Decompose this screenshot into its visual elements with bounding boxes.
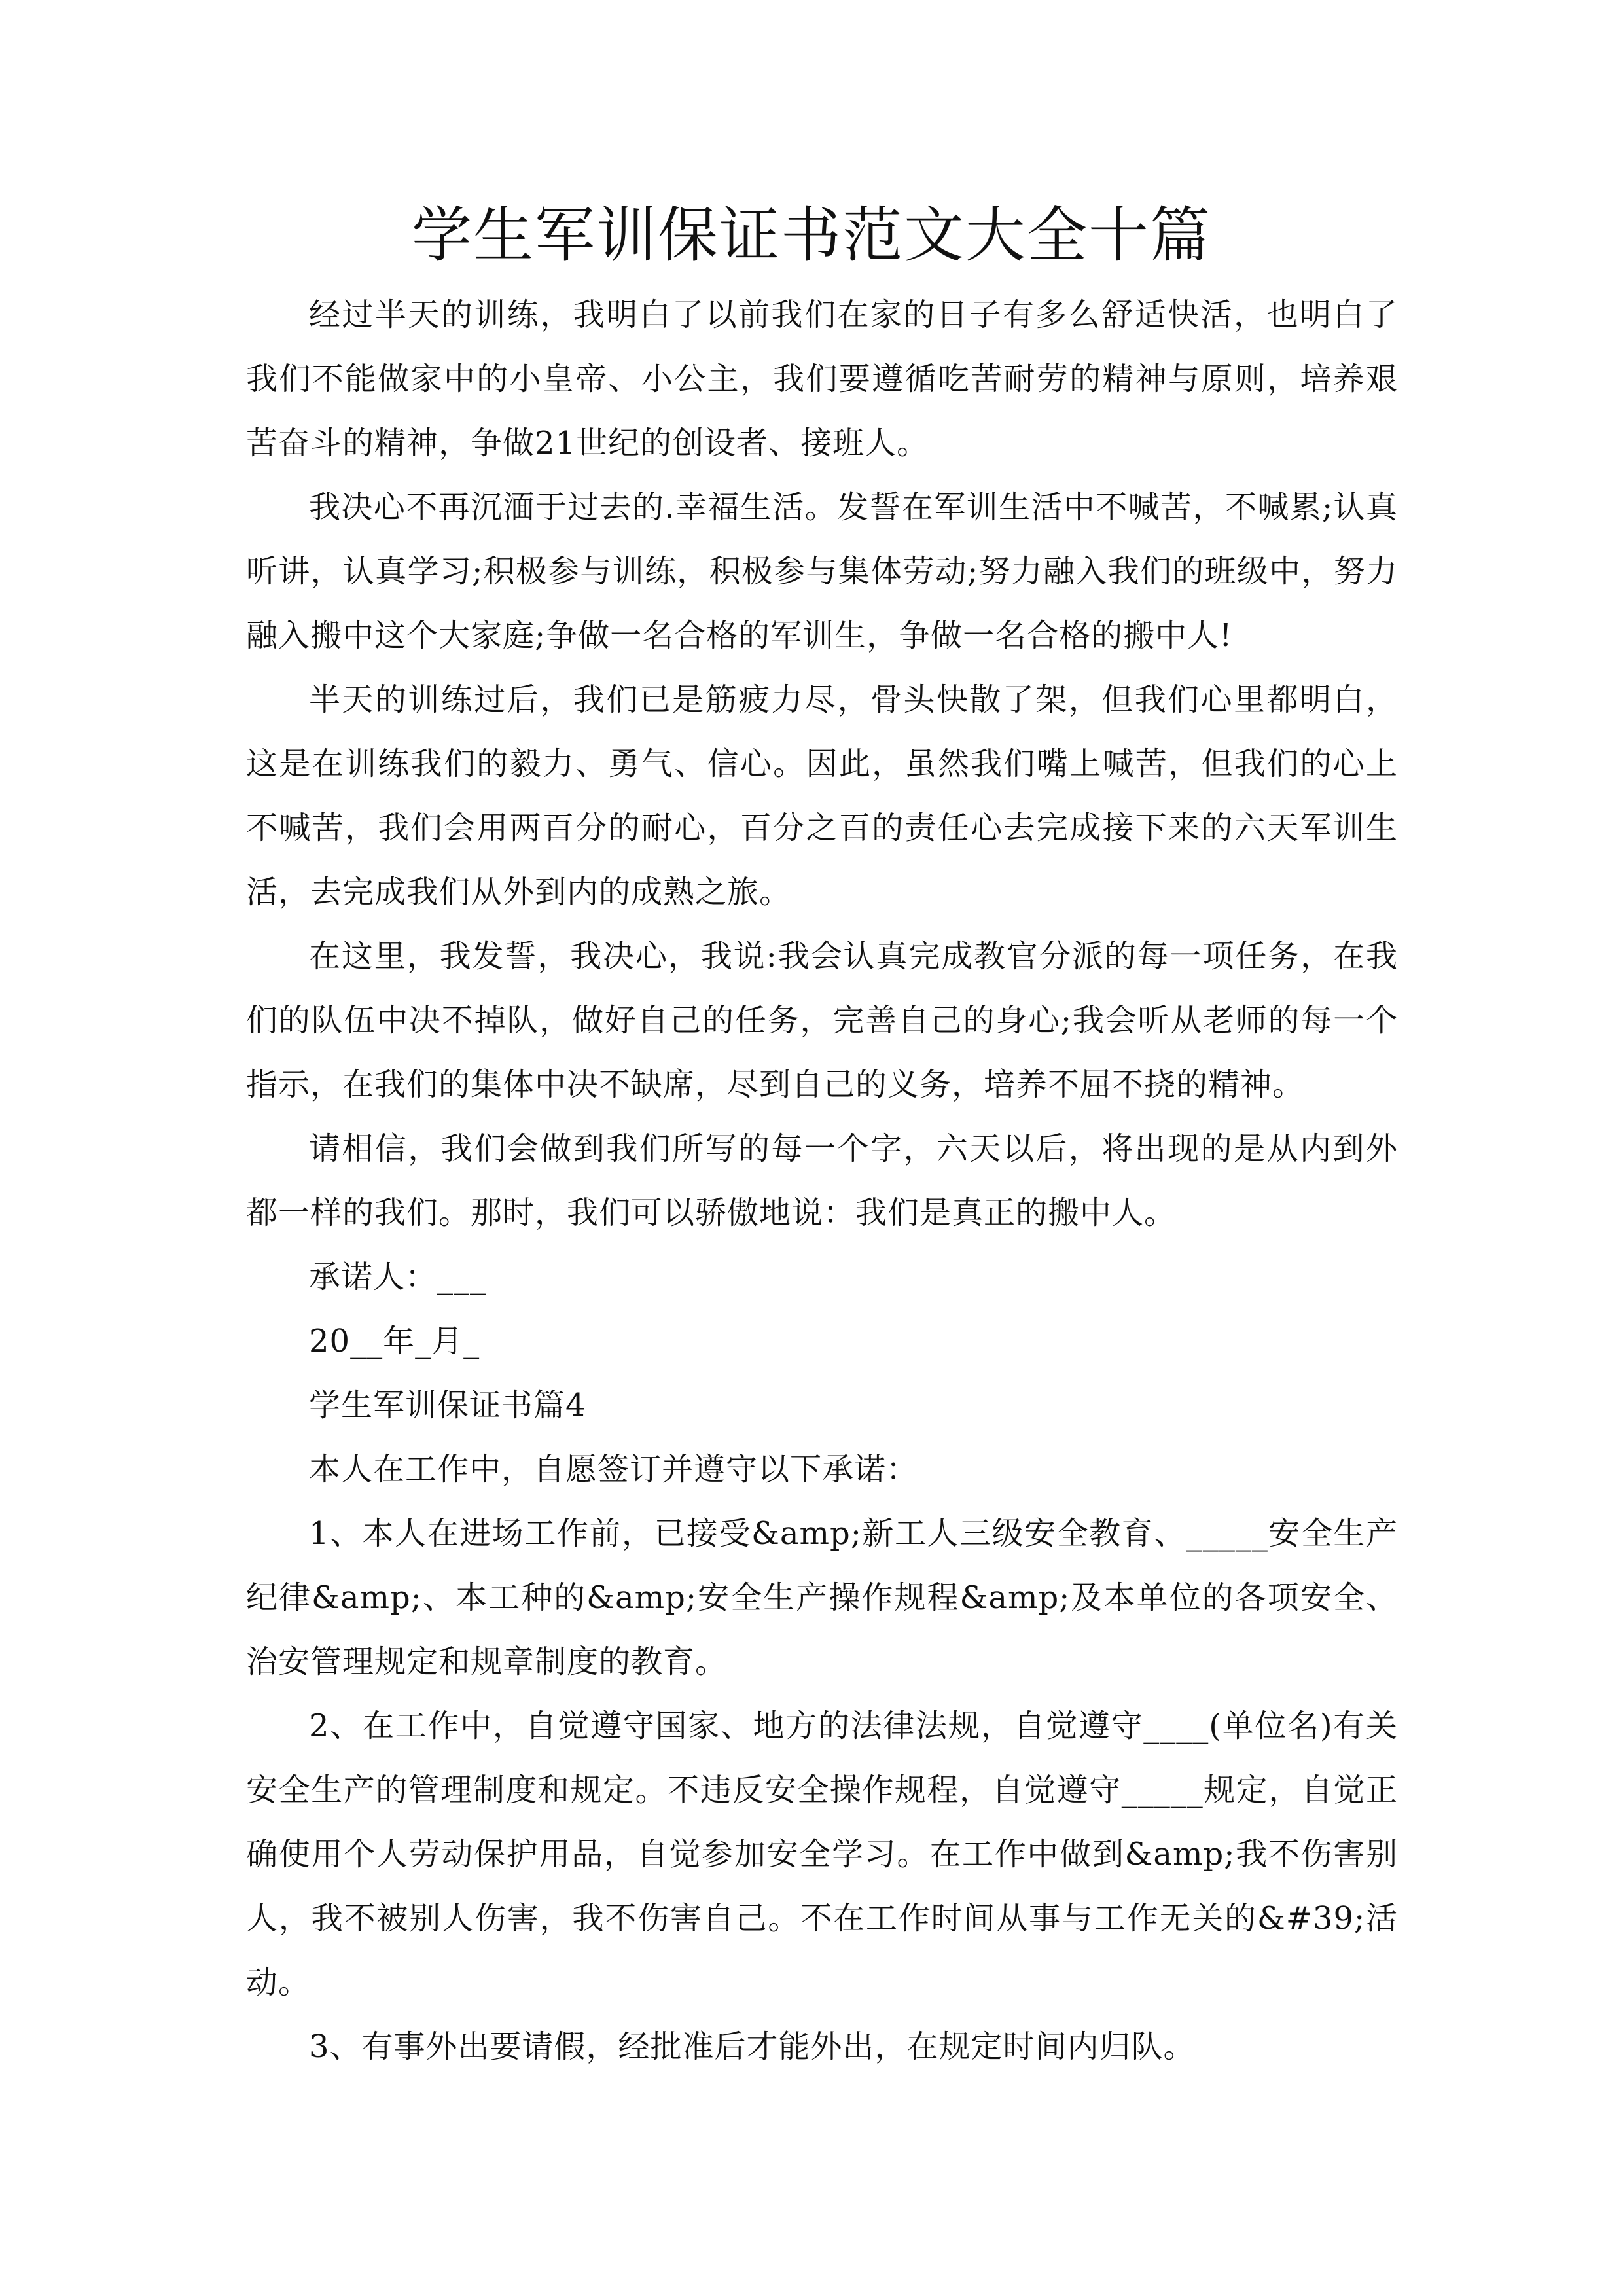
paragraph-3: 半天的训练过后，我们已是筋疲力尽，骨头快散了架，但我们心里都明白，这是在训练我们的毅力、勇气、信心。因此，虽然我们嘴上喊苦，但我们的心上不喊苦，我们会用两百分的耐心，百分之百的责任心去完成接下来的六天军训生活，去完成我们从外到内的成熟之旅。 <box>246 681 1398 910</box>
list-item-1: 1、本人在进场工作前，已接受&amp;新工人三级安全教育、_____安全生产纪律&amp;、本工种的&amp;安全生产操作规程&amp;及本单位的各项安全、治安管理规定和规章制度的教育。 <box>246 1515 1398 1680</box>
paragraph-intro: 本人在工作中，自愿签订并遵守以下承诺： <box>309 1451 919 1488</box>
paragraph-5: 请相信，我们会做到我们所写的每一个字，六天以后，将出现的是从内到外都一样的我们。那时，我们可以骄傲地说：我们是真正的搬中人。 <box>246 1130 1398 1231</box>
document-body <box>246 283 1398 2079</box>
paragraph-1: 经过半天的训练，我明白了以前我们在家的日子有多么舒适快活，也明白了我们不能做家中的小皇帝、小公主，我们要遵循吃苦耐劳的精神与原则，培养艰苦奋斗的精神，争做21世纪的创设者、接班人。 <box>246 296 1398 461</box>
paragraph-2: 我决心不再沉湎于过去的.幸福生活。发誓在军训生活中不喊苦，不喊累;认真听讲，认真学习;积极参与训练，积极参与集体劳动;努力融入我们的班级中，努力融入搬中这个大家庭;争做一名合格的军训生，争做一名合格的搬中人! <box>246 489 1398 654</box>
paragraph-4: 在这里，我发誓，我决心，我说:我会认真完成教官分派的每一项任务，在我们的队伍中决不掉队，做好自己的任务，完善自己的身心;我会听从老师的每一个指示，在我们的集体中决不缺席，尽到自己的义务，培养不屈不挠的精神。 <box>246 938 1398 1103</box>
document-title: 学生军训保证书范文大全十篇 <box>411 200 1211 270</box>
signature-line: 承诺人：___ <box>309 1259 487 1295</box>
date-line: 20__年_月_ <box>309 1323 480 1359</box>
list-item-3: 3、有事外出要请假，经批准后才能外出，在规定时间内归队。 <box>309 2028 1196 2065</box>
list-item-2: 2、在工作中，自觉遵守国家、地方的法律法规，自觉遵守____(单位名)有关安全生产的管理制度和规定。不违反安全操作规程，自觉遵守_____规定，自觉正确使用个人劳动保护用品，自觉参加安全学习。在工作中做到&amp;我不伤害别人，我不被别人伤害，我不伤害自己。不在工作时间从事与工作无关的&#39;活动。 <box>246 1708 1398 2001</box>
section-heading: 学生军训保证书篇4 <box>309 1387 586 1424</box>
